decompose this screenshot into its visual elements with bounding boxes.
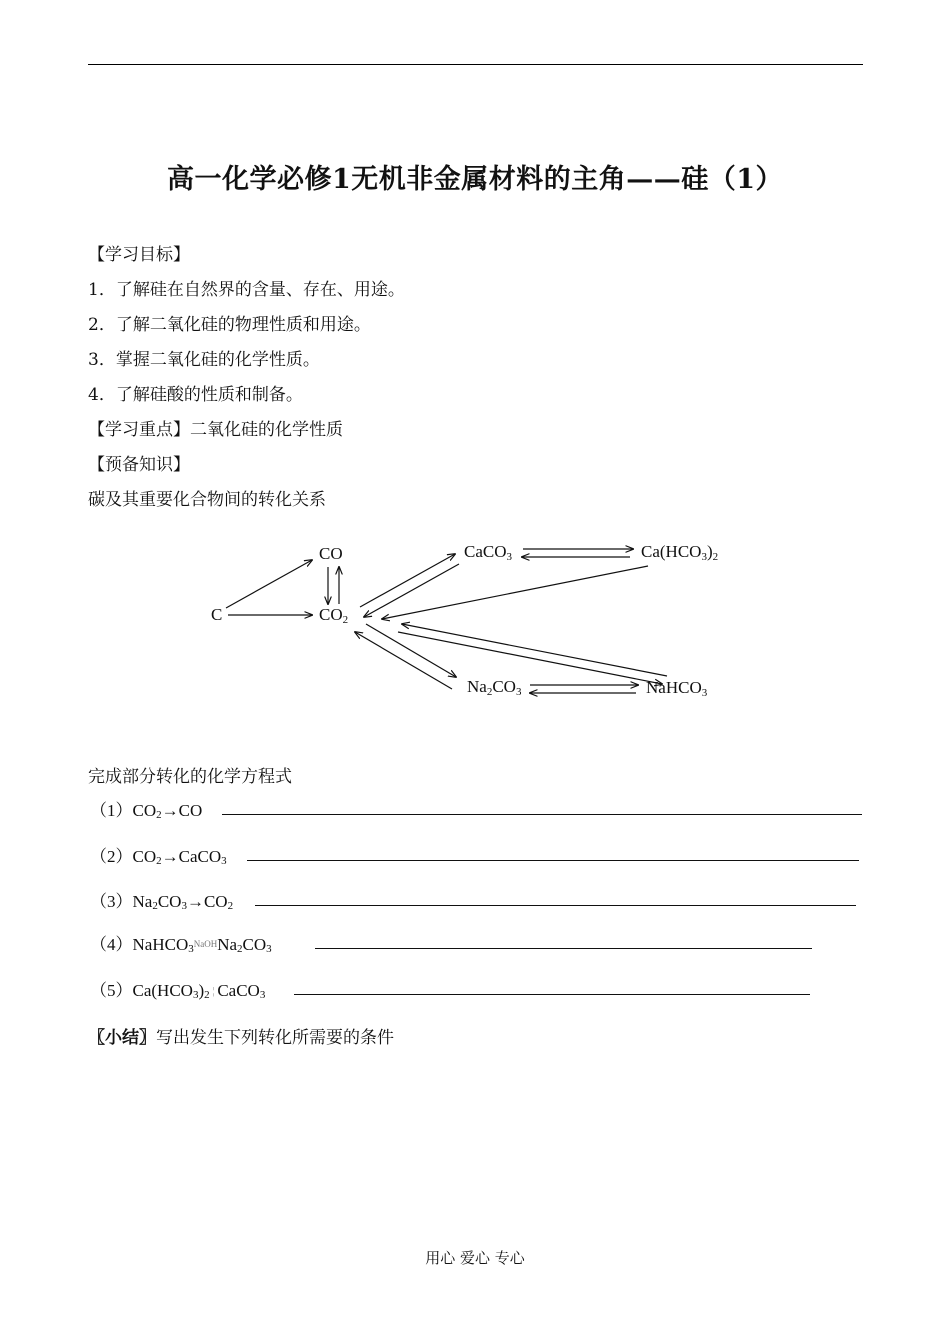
equation-5: $(5)Ca(HCO_3)_2$ ¦ CaCO$_3$ [90, 981, 266, 1001]
key-point: 【学习重点】二氧化硅的化学性质 [88, 420, 343, 440]
node-caco3: CaCO3 [464, 542, 512, 563]
arrow-cahco3-to-co2 [382, 566, 648, 619]
node-na2co3: Na2CO3 [467, 677, 522, 698]
arrow-co2-to-caco3 [360, 554, 455, 607]
equation-1: $(1)CO_2\to CO$ [90, 801, 203, 821]
node-nahco3: NaHCO3 [646, 678, 708, 699]
objective-item-4: 4．了解硅酸的性质和制备。 [88, 385, 303, 405]
objective-item-2: 2．了解二氧化硅的物理性质和用途。 [88, 315, 371, 335]
arrow-caco3-to-co2 [364, 564, 459, 617]
arrow-na2co3-to-co2 [355, 632, 452, 689]
equation-2: $(2)CO_2\to CaCO_3$ [90, 847, 227, 867]
node-cahco3-2: Ca(HCO3)2 [641, 542, 719, 563]
answer-blank-3[interactable] [255, 905, 856, 906]
summary: 〖小结〗写出发生下列转化所需要的条件 [88, 1028, 394, 1048]
objectives-heading: 【学习目标】 [88, 245, 190, 265]
node-co2: CO2 [319, 605, 349, 626]
answer-blank-1[interactable] [222, 814, 862, 815]
page-footer: 用心 爱心 专心 [425, 1249, 525, 1267]
answer-blank-4[interactable] [315, 948, 812, 949]
node-co: CO [319, 544, 343, 563]
equation-4: $(4)NaHCO_3NaOHNa_2CO_3$ [90, 935, 272, 955]
arrow-co2-to-nahco3 [398, 632, 662, 684]
naoh-arrow-label: NaOH [193, 939, 218, 949]
prep-heading: 【预备知识】 [88, 455, 190, 475]
arrow-c-to-co [226, 560, 312, 608]
answer-blank-5[interactable] [294, 994, 810, 995]
carbon-conversion-diagram [0, 530, 950, 710]
node-c: C [211, 605, 223, 624]
prep-subheading: 碳及其重要化合物间的转化关系 [88, 490, 326, 510]
header-rule [88, 64, 863, 65]
equation-3: $(3)Na_2CO_3\to CO_2$ [90, 892, 234, 912]
objective-item-1: 1．了解硅在自然界的含量、存在、用途。 [88, 280, 405, 300]
answer-blank-2[interactable] [247, 860, 859, 861]
objective-item-3: 3．掌握二氧化硅的化学性质。 [88, 350, 320, 370]
equation-5-arrow-mark: ¦ [209, 985, 218, 997]
page-title: 高一化学必修1无机非金属材料的主角——硅（1） [166, 164, 784, 195]
equations-intro: 完成部分转化的化学方程式 [88, 767, 292, 787]
